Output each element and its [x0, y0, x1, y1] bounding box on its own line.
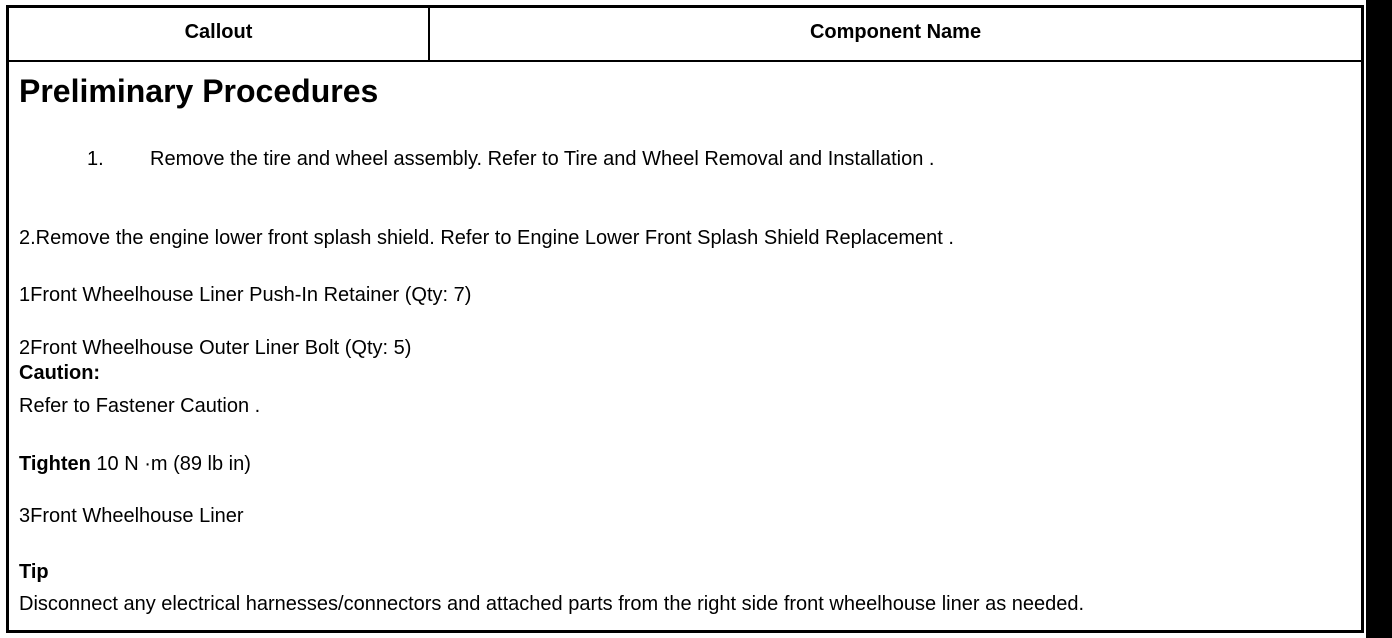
- header-component-name: Component Name: [809, 21, 982, 43]
- tighten-value: 10 N ·m (89 lb in): [90, 453, 251, 475]
- step-2-text: 2.Remove the engine lower front splash shield. Refer to Engine Lower Front Splash Shield Replacement .: [19, 227, 954, 249]
- callout-item-3: 3Front Wheelhouse Liner: [19, 505, 244, 527]
- procedure-table: [6, 5, 1364, 633]
- section-title: Preliminary Procedures: [19, 73, 379, 109]
- tighten-spec: [19, 452, 251, 476]
- header-callout: Callout: [9, 8, 430, 60]
- tighten-label: Tighten: [19, 453, 91, 475]
- step-1-text: Remove the tire and wheel assembly. Refer to Tire and Wheel Removal and Installation .: [150, 148, 935, 170]
- step-1-number: 1.: [87, 148, 104, 170]
- callout-item-1: 1Front Wheelhouse Liner Push-In Retainer (Qty: 7): [19, 284, 472, 306]
- tip-text: Disconnect any electrical harnesses/connectors and attached parts from the right side front wheelhouse liner as needed.: [19, 593, 1085, 615]
- caution-label: Caution:: [19, 362, 101, 384]
- right-edge-bar: [1366, 0, 1392, 638]
- caution-text: Refer to Fastener Caution .: [19, 395, 261, 417]
- tip-label: Tip: [19, 561, 49, 583]
- callout-item-2: 2Front Wheelhouse Outer Liner Bolt (Qty: 5): [19, 337, 412, 359]
- table-header-row: [9, 8, 1361, 62]
